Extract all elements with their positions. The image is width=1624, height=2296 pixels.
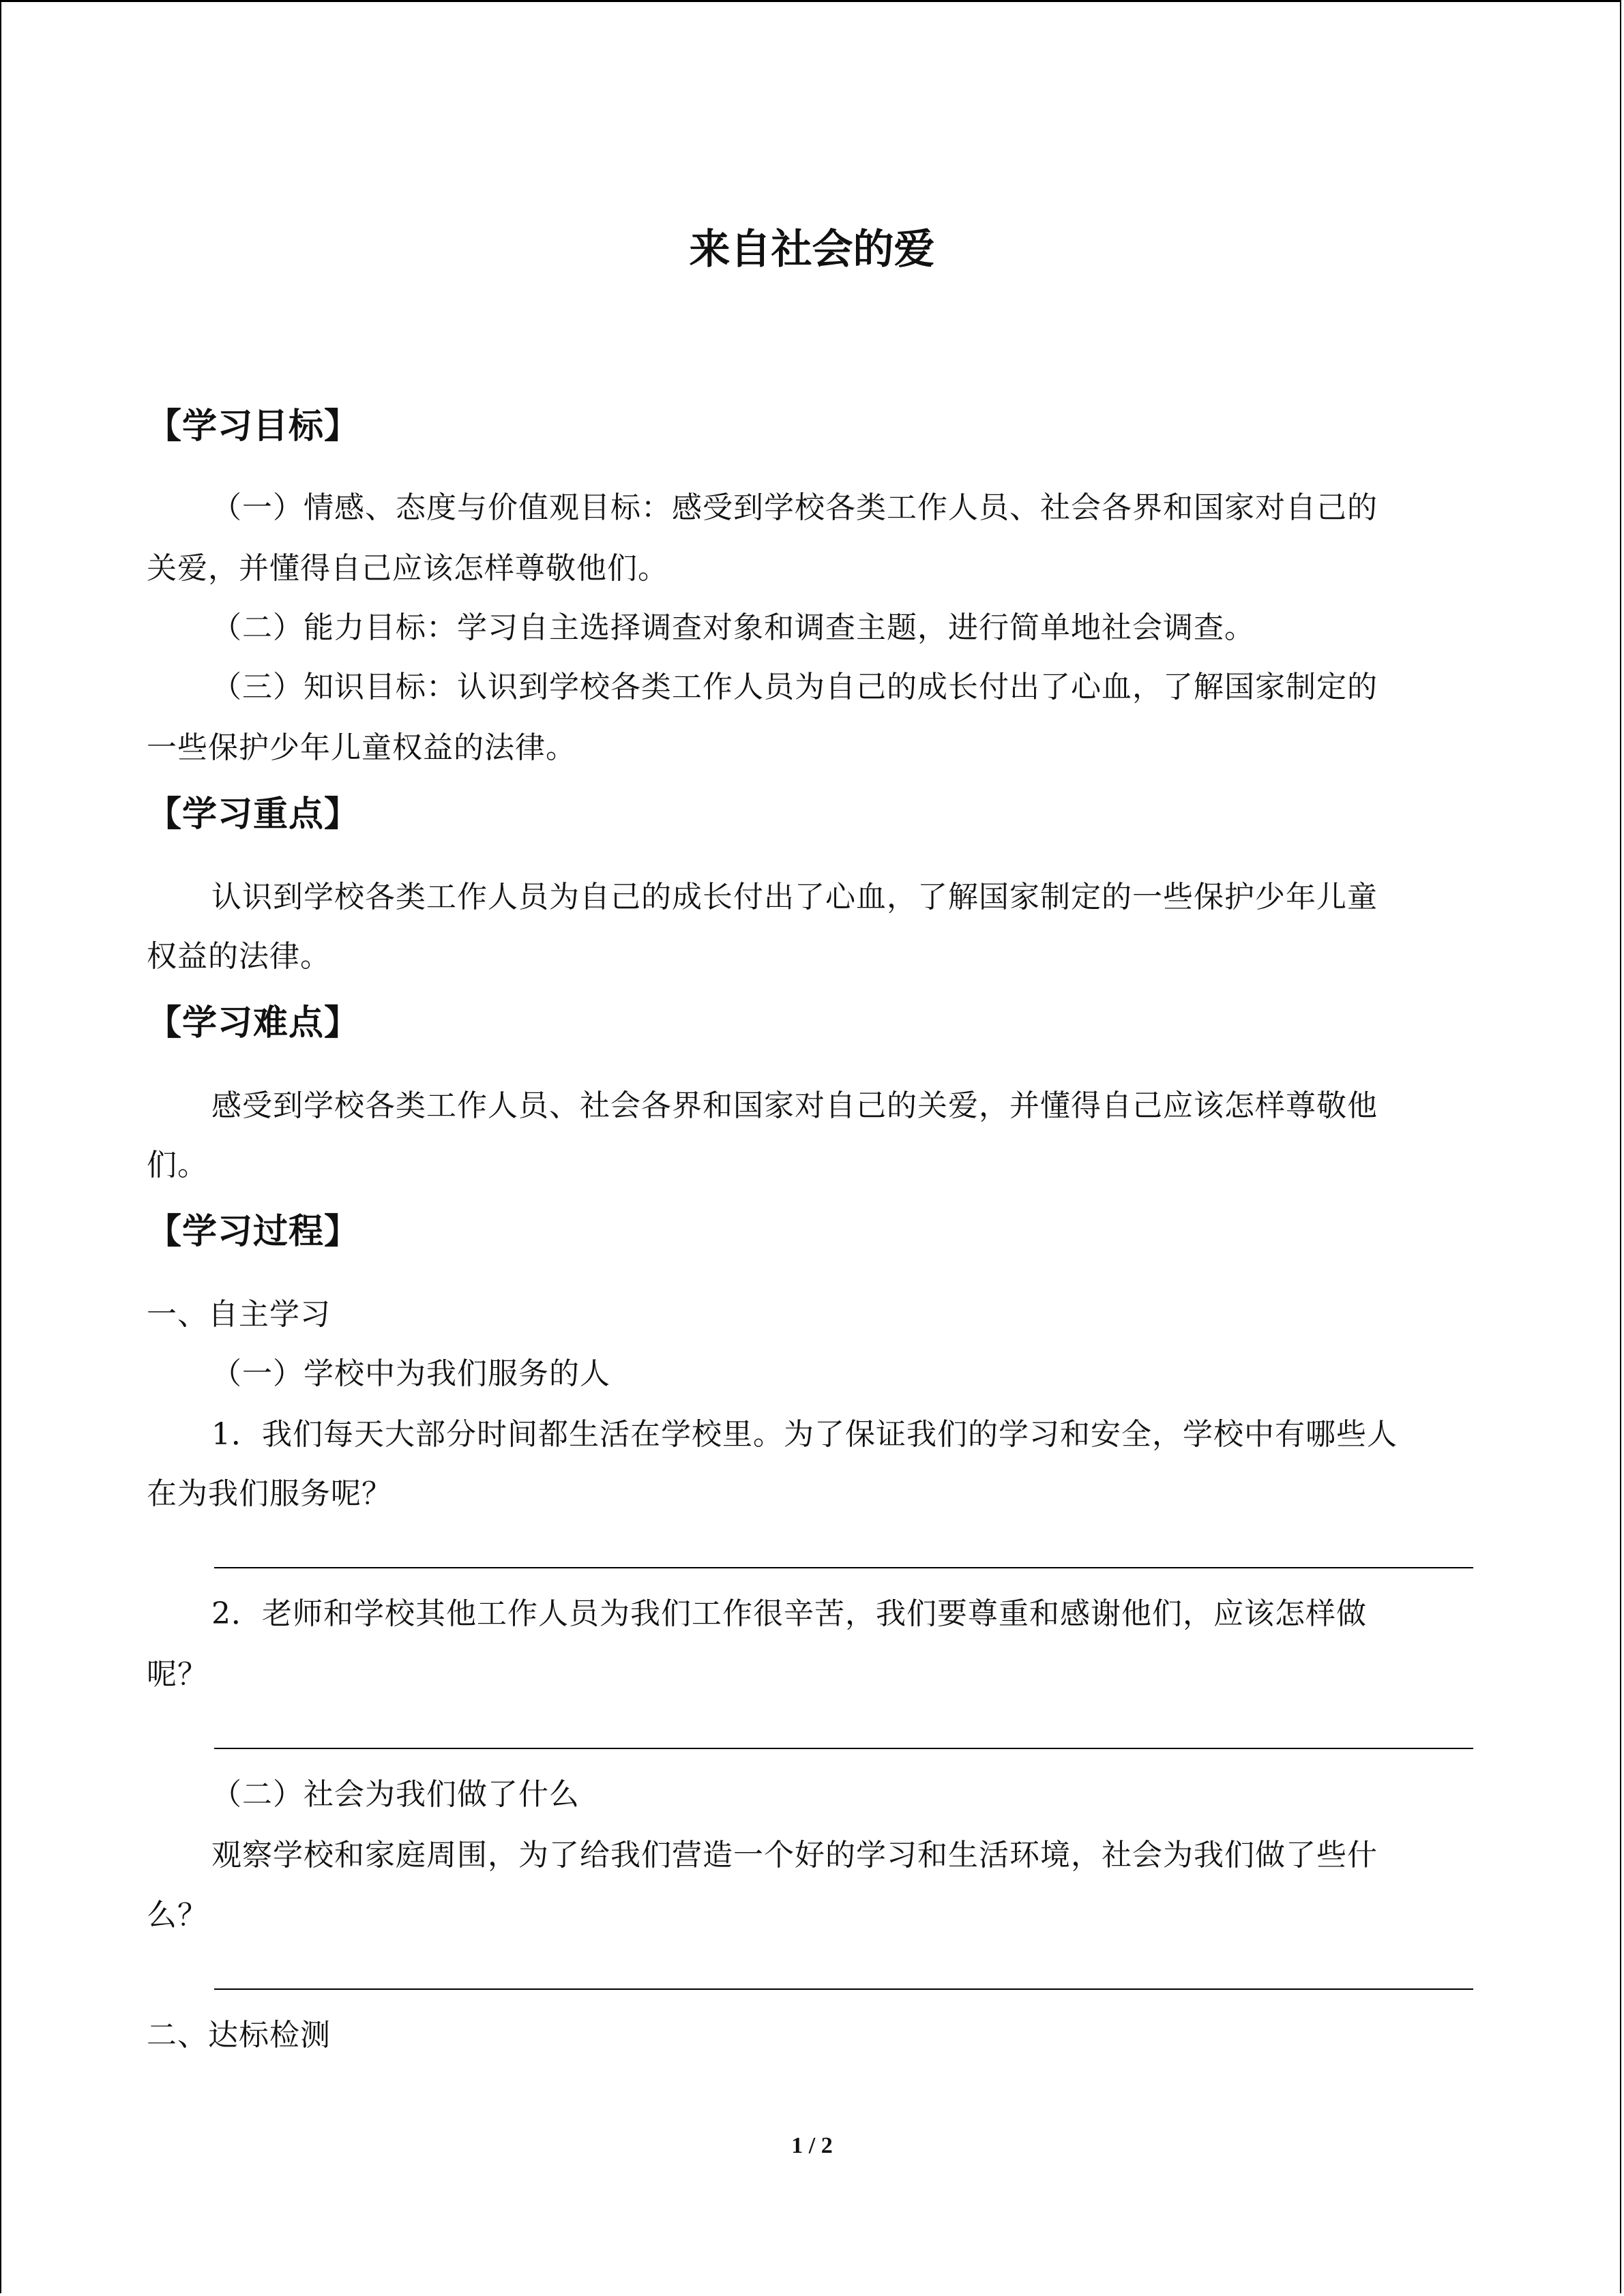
part1-self-study-title: 一、自主学习 (147, 1297, 331, 1332)
difficulties-line2: 们。 (147, 1148, 208, 1182)
objective-knowledge-line1: （三）知识目标：认识到学校各类工作人员为自己的成长付出了心血，了解国家制定的 (211, 670, 1378, 704)
difficulties-line1: 感受到学校各类工作人员、社会各界和国家对自己的关爱，并懂得自己应该怎样尊敬他 (211, 1088, 1378, 1123)
question3-line2: 么？ (147, 1898, 208, 1933)
document-title: 来自社会的爱 (689, 226, 935, 273)
objective-ability: （二）能力目标：学习自主选择调查对象和调查主题，进行简单地社会调查。 (211, 610, 1255, 645)
heading-learning-process: 【学习过程】 (147, 1211, 360, 1252)
answer-line-question2[interactable] (214, 1748, 1473, 1749)
key-points-line1: 认识到学校各类工作人员为自己的成长付出了心血，了解国家制定的一些保护少年儿童 (211, 880, 1378, 914)
question2-line2: 呢？ (147, 1657, 208, 1692)
part2-assessment-title: 二、达标检测 (147, 2018, 331, 2053)
question1-line1: 1．我们每天大部分时间都生活在学校里。为了保证我们的学习和安全，学校中有哪些人 (211, 1417, 1398, 1452)
page-number: 1 / 2 (791, 2133, 833, 2158)
question2-line1: 2．老师和学校其他工作人员为我们工作很辛苦，我们要尊重和感谢他们，应该怎样做 (211, 1596, 1367, 1631)
key-points-line2: 权益的法律。 (147, 939, 331, 974)
heading-difficulties: 【学习难点】 (147, 1002, 360, 1043)
objective-affective-line2: 关爱，并懂得自己应该怎样尊敬他们。 (147, 551, 668, 586)
heading-learning-objectives: 【学习目标】 (147, 406, 360, 447)
objective-affective-line1: （一）情感、态度与价值观目标：感受到学校各类工作人员、社会各界和国家对自己的 (211, 490, 1378, 525)
answer-line-question3[interactable] (214, 1988, 1473, 1990)
question3-line1: 观察学校和家庭周围，为了给我们营造一个好的学习和生活环境，社会为我们做了些什 (211, 1838, 1378, 1873)
heading-key-points: 【学习重点】 (147, 794, 360, 835)
subsection1-title: （一）学校中为我们服务的人 (211, 1356, 610, 1391)
objective-knowledge-line2: 一些保护少年儿童权益的法律。 (147, 730, 576, 765)
subsection2-title: （二）社会为我们做了什么 (211, 1777, 580, 1812)
answer-line-question1[interactable] (214, 1567, 1473, 1568)
question1-line2: 在为我们服务呢？ (147, 1476, 392, 1511)
